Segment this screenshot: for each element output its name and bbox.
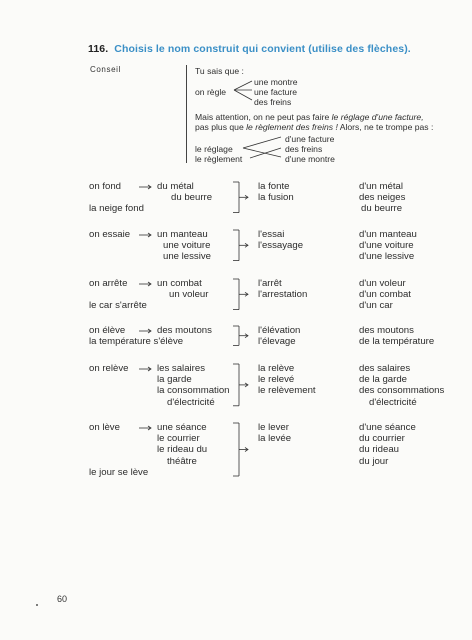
complement-item: d'un métal xyxy=(359,181,403,192)
rule1-right-2: une facture xyxy=(254,87,297,97)
noun-choice: l'arrestation xyxy=(258,289,308,301)
object-item: une lessive xyxy=(163,251,211,263)
rule2-left-2: le règlement xyxy=(195,154,243,164)
verb-line: la neige fond xyxy=(89,203,144,215)
conseil-intro: Tu sais que : xyxy=(195,66,244,76)
noun-choice: la fonte xyxy=(258,181,290,192)
verb-line: le jour se lève xyxy=(89,466,149,478)
verb-line: on élève xyxy=(89,325,126,336)
noun-choice: l'essai xyxy=(258,229,285,240)
object-item: un voleur xyxy=(169,289,209,301)
object-item: une séance xyxy=(157,422,207,433)
noun-choice: l'élévation xyxy=(258,325,301,336)
warning1-italic: le réglage d'une facture, xyxy=(331,112,424,122)
object-item: d'électricité xyxy=(167,396,215,408)
verb-line: on essaie xyxy=(89,229,131,240)
complement-item: d'électricité xyxy=(369,396,417,408)
warning1-plain: Mais attention, on ne peut pas faire xyxy=(195,112,332,122)
rule2-right-2: des freins xyxy=(285,144,323,154)
verb-line: on arrête xyxy=(89,278,128,289)
complement-item: de la garde xyxy=(359,374,408,386)
object-item: la garde xyxy=(157,374,192,386)
complement-item: de la température xyxy=(359,336,435,348)
object-item: une voiture xyxy=(163,240,211,252)
noun-choice: l'essayage xyxy=(258,240,304,252)
complement-item: du rideau xyxy=(359,444,400,456)
complement-item: des salaires xyxy=(359,363,411,374)
complement-item: des moutons xyxy=(359,325,414,336)
complement-item: du courrier xyxy=(359,433,405,445)
rule2-right-1: d'une facture xyxy=(285,134,335,144)
complement-item: d'un combat xyxy=(359,289,411,301)
exercise-instruction: Choisis le nom construit qui convient (utilise des flèches). xyxy=(114,43,411,55)
noun-choice: l'arrêt xyxy=(258,278,282,289)
object-item: théâtre xyxy=(167,455,197,467)
verb-line: la température s'élève xyxy=(89,336,184,348)
verb-line: on relève xyxy=(89,363,129,374)
noun-choice: la levée xyxy=(258,433,292,445)
object-item: la consommation xyxy=(157,385,230,397)
conseil-label: Conseil xyxy=(90,65,121,74)
noun-choice: le relevé xyxy=(258,374,295,386)
rule2-left-1: le réglage xyxy=(195,144,233,154)
complement-item: du jour xyxy=(359,455,389,467)
noun-choice: le lever xyxy=(258,422,289,433)
object-item: le courrier xyxy=(157,433,200,445)
object-item: des moutons xyxy=(157,325,212,336)
noun-choice: la fusion xyxy=(258,192,294,204)
noun-choice: le relèvement xyxy=(258,385,316,397)
complement-item: d'une lessive xyxy=(359,251,415,263)
object-item: du métal xyxy=(157,181,194,192)
rule2-right-3: d'une montre xyxy=(285,154,335,164)
noun-choice: la relève xyxy=(258,363,295,374)
verb-line: le car s'arrête xyxy=(89,300,147,312)
complement-item: des neiges xyxy=(359,192,406,204)
object-item: un manteau xyxy=(157,229,208,240)
rule1-left: on règle xyxy=(195,87,227,97)
rule1-right-3: des freins xyxy=(254,97,292,107)
object-item: un combat xyxy=(157,278,202,289)
verb-line: on fond xyxy=(89,181,122,192)
object-item: les salaires xyxy=(157,363,205,374)
noun-choice: l'élevage xyxy=(258,336,296,348)
warning2-italic: le règlement des freins ! xyxy=(246,122,338,132)
warning2-end: Alors, ne te trompe pas : xyxy=(337,122,434,132)
complement-item: d'une séance xyxy=(359,422,416,433)
complement-item: d'un manteau xyxy=(359,229,417,240)
rule1-right-1: une montre xyxy=(254,77,298,87)
warning2-plain: pas plus que xyxy=(195,122,247,132)
complement-item: du beurre xyxy=(361,203,403,215)
complement-item: d'un car xyxy=(359,300,393,312)
complement-item: d'une voiture xyxy=(359,240,414,252)
complement-item: des consommations xyxy=(359,385,445,397)
object-item: du beurre xyxy=(171,192,213,204)
object-item: le rideau du xyxy=(157,444,208,456)
page-number: 60 xyxy=(57,594,68,604)
exercise-number: 116. xyxy=(88,43,109,55)
complement-item: d'un voleur xyxy=(359,278,406,289)
verb-line: on lève xyxy=(89,422,120,433)
